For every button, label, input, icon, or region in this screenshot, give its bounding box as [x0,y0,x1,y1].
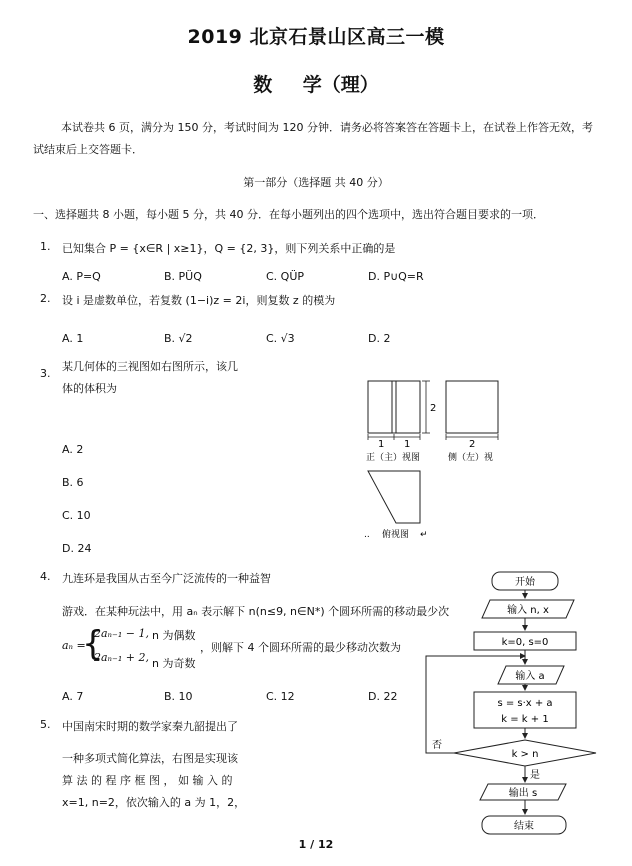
question-stem-line: 算 法 的 程 序 框 图 ， 如 输 入 的 [62,774,233,787]
update-line1: s = s·x + a [497,698,553,709]
update-line2: k = k + 1 [501,714,549,725]
formula-case2: 2aₙ₋₁ + 2, [94,651,149,664]
question-number: 3. [40,367,51,380]
line-mark: ↵ [420,530,428,540]
decision-label: k > n [511,749,539,760]
page-number: 1 / 12 [298,838,334,851]
subject-title: 数 学（理） [253,74,379,96]
option-a: A. 7 [62,690,84,703]
question-number: 5. [40,718,51,731]
option-a: A. 2 [62,443,84,456]
init-label: k=0, s=0 [501,637,549,648]
option-b: B. 6 [62,476,84,489]
question-number: 4. [40,570,51,583]
option-c: C. 12 [266,690,295,703]
dim-w2: 1 [404,439,411,450]
question-stem-line: 游戏．在某种玩法中，用 aₙ 表示解下 n(n≤9, n∈N*) 个圆环所需的移动最少次 [62,605,450,618]
question-stem-line: 某几何体的三视图如右图所示，该几 [62,360,238,373]
option-b: B. √2 [164,332,193,345]
yes-label: 是 [530,770,540,781]
formula-left: aₙ = [62,639,86,652]
formula-case1: 2aₙ₋₁ − 1, [94,627,149,640]
recurrence-formula [62,625,442,673]
formula-cond2: n 为奇数 [152,657,196,670]
flowchart [420,568,605,840]
side-view-label: 侧（左）视 [448,453,494,463]
output-label: 输出 s [508,788,538,799]
question-number: 1. [40,240,51,253]
question-stem-line: x=1, n=2，依次输入的 a 为 1，2， [62,796,246,809]
option-b: B. 10 [164,690,193,703]
input-a-label: 输入 a [515,671,545,682]
dim-height: 2 [430,403,437,414]
question-stem-line: 体的体积为 [62,382,117,395]
top-view [368,471,420,523]
three-view-figure [360,375,510,545]
dim-side: 2 [469,439,476,450]
option-d: D. 24 [62,542,92,555]
option-c: C. 10 [62,509,91,522]
option-a: A. 1 [62,332,84,345]
formula-cond1: n 为偶数 [152,629,196,642]
start-label: 开始 [515,577,535,588]
top-view-label: 俯视图 [382,530,410,540]
question-stem-line: 中国南宋时期的数学家秦九韶提出了 [62,720,238,733]
formula-brace: { [82,624,104,664]
question-stem: 设 i 是虚数单位，若复数 (1−i)z = 2i，则复数 z 的模为 [62,294,336,307]
exam-instructions: 本试卷共 6 页，满分为 150 分，考试时间为 120 分钟．请务必将答案答在答题卡上，在试卷上作答无效，考试结束后上交答题卡． [33,121,593,156]
question-number: 2. [40,292,51,305]
option-d: D. 22 [368,690,398,703]
option-d: D. P∪Q=R [368,270,424,283]
front-view-label: 正（主）视图 [366,453,421,463]
option-b: B. PÜQ [164,270,202,283]
section-title: 一、选择题共 8 小题，每小题 5 分，共 40 分．在每小题列出的四个选项中，选出符合题目要求的一项． [33,208,544,221]
part-title: 第一部分（选择题 共 40 分） [243,176,389,189]
side-view [446,381,498,433]
option-c: C. √3 [266,332,295,345]
question-stem: 已知集合 P = {x∈R | x≥1}，Q = {2, 3}，则下列关系中正确的是 [62,242,396,255]
front-view [368,381,420,433]
no-label: 否 [432,740,442,751]
question-stem-line: 一种多项式简化算法，右图是实现该 [62,752,238,765]
end-label: 结束 [514,821,534,832]
top-view-dots: .. [364,530,370,540]
option-a: A. P=Q [62,270,101,283]
exam-title: 2019 北京石景山区高三一模 [187,26,445,48]
formula-tail: ，则解下 4 个圆环所需的最少移动次数为 [200,641,401,654]
question-stem-line: 九连环是我国从古至今广泛流传的一种益智 [62,572,271,585]
option-c: C. QÜP [266,270,305,283]
dim-w1: 1 [378,439,385,450]
option-d: D. 2 [368,332,391,345]
input-nx-label: 输入 n, x [507,605,549,616]
